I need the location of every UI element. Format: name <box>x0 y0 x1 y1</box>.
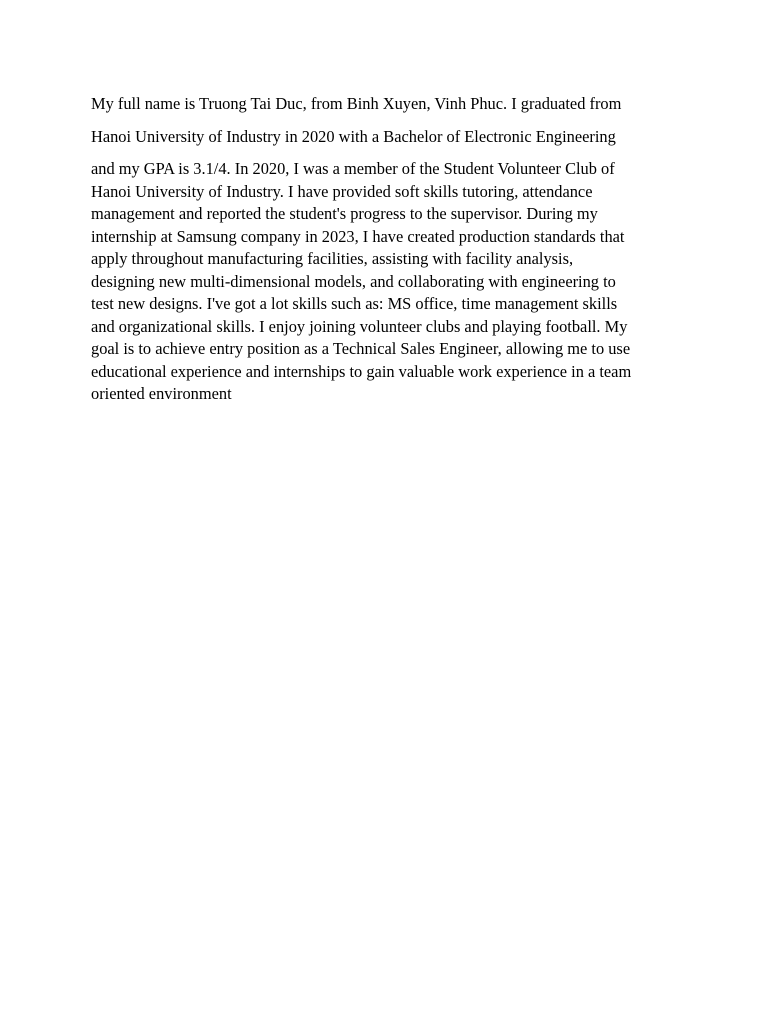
paragraph-line: educational experience and internships to gain valuable work experience in a team <box>91 361 632 381</box>
paragraph-line: designing new multi-dimensional models, and collaborating with engineering to <box>91 271 616 291</box>
paragraph-line: goal is to achieve entry position as a Technical Sales Engineer, allowing me to use <box>91 339 631 358</box>
paragraph-line: oriented environment <box>91 384 232 403</box>
paragraph-line: and organizational skills. I enjoy joining volunteer clubs and playing football. My <box>91 316 628 336</box>
paragraph-line: apply throughout manufacturing facilities, assisting with facility analysis, <box>91 249 574 268</box>
paragraph-line: and my GPA is 3.1/4. In 2020, I was a member of the Student Volunteer Club of <box>91 159 615 178</box>
paragraph-line: test new designs. I've got a lot skills such as: MS office, time management skills <box>91 294 618 313</box>
paragraph-line: Hanoi University of Industry in 2020 with a Bachelor of Electronic Engineering <box>91 126 616 146</box>
paragraph-line: Hanoi University of Industry. I have provided soft skills tutoring, attendance <box>91 181 593 201</box>
paragraph-line: My full name is Truong Tai Duc, from Binh Xuyen, Vinh Phuc. I graduated from <box>91 94 622 113</box>
paragraph-line: internship at Samsung company in 2023, I have created production standards that <box>91 226 625 246</box>
paragraph-line: management and reported the student's progress to the supervisor. During my <box>91 204 598 223</box>
body-paragraph <box>91 93 691 406</box>
